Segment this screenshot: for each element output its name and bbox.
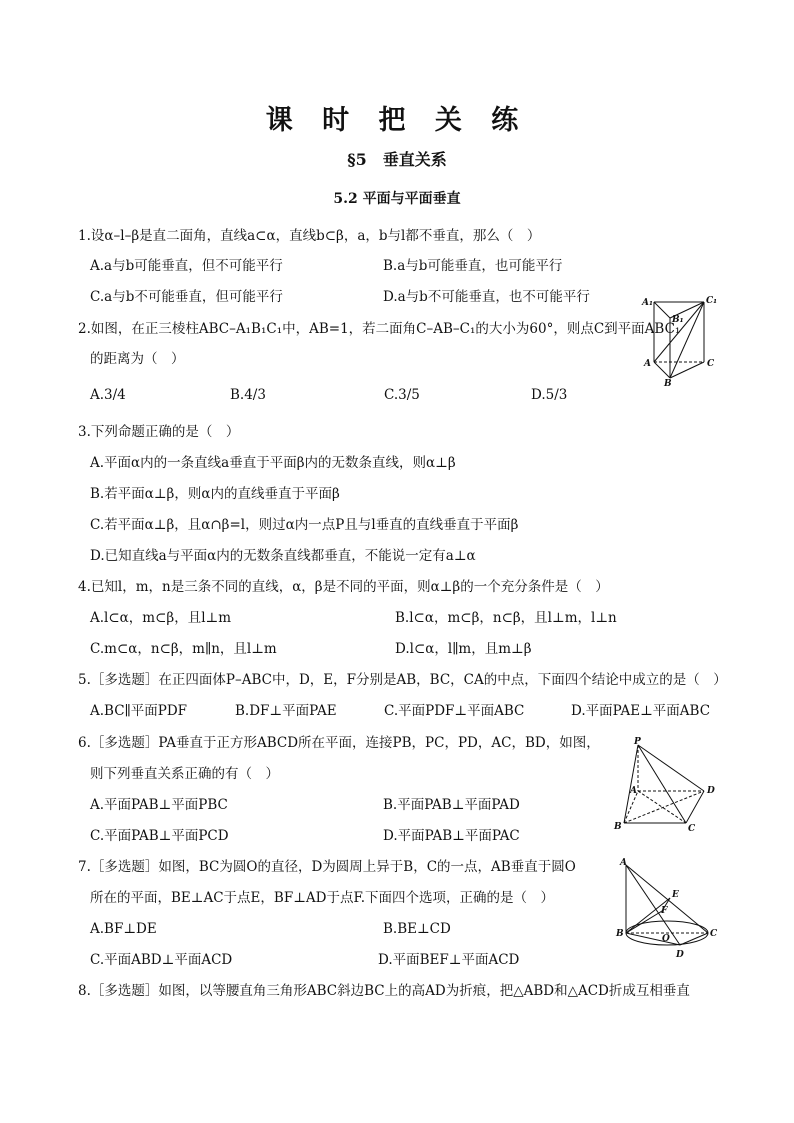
cone-label-a: A <box>620 858 627 868</box>
pyramid-label-a: A <box>630 786 637 796</box>
pyramid-label-p: P <box>634 737 641 747</box>
cone-label-e: E <box>672 890 679 900</box>
question-3-option-d: D.已知直线a与平面α内的无数条直线都垂直，不能说一定有a⊥α <box>90 548 476 564</box>
prism-label-c1: C₁ <box>706 296 718 306</box>
cone-label-f: F <box>661 906 668 916</box>
prism-label-c: C <box>707 359 715 369</box>
question-2-option-d: D.5/3 <box>531 387 568 403</box>
question-4-option-b: B.l⊂α，m⊂β，n⊂β，且l⊥m，l⊥n <box>395 610 617 626</box>
prism-label-b1: B₁ <box>672 315 684 325</box>
pyramid-label-d: D <box>707 786 715 796</box>
question-2-option-a: A.3/4 <box>90 387 126 403</box>
question-7-option-d: D.平面BEF⊥平面ACD <box>378 952 520 968</box>
prism-label-a1: A₁ <box>642 298 653 308</box>
prism-label-a: A <box>644 359 651 369</box>
question-6-option-b: B.平面PAB⊥平面PAD <box>383 797 520 813</box>
question-6-stem: 6.［多选题］PA垂直于正方形ABCD所在平面，连接PB，PC，PD，AC，BD，如图， <box>78 735 600 751</box>
question-6-stem-continued: 则下列垂直关系正确的有（ ） <box>90 766 279 782</box>
prism-label-b: B <box>664 379 672 386</box>
cone-label-d: D <box>676 950 684 960</box>
question-1-option-d: D.a与b不可能垂直，也不可能平行 <box>383 289 590 305</box>
cone-label-b: B <box>616 929 624 939</box>
question-4-stem: 4.已知l，m，n是三条不同的直线，α，β是不同的平面，则α⊥β的一个充分条件是（ ） <box>78 579 609 595</box>
question-5-option-b: B.DF⊥平面PAE <box>235 703 337 719</box>
question-6-option-a: A.平面PAB⊥平面PBC <box>90 797 228 813</box>
pyramid-label-c: C <box>688 824 696 834</box>
question-2-option-c: C.3/5 <box>384 387 420 403</box>
question-7-stem-continued: 所在的平面，BE⊥AC于点E，BF⊥AD于点F.下面四个选项，正确的是（ ） <box>90 890 555 906</box>
question-3-option-b: B.若平面α⊥β，则α内的直线垂直于平面β <box>90 486 340 502</box>
question-5-option-a: A.BC∥平面PDF <box>90 703 188 719</box>
question-5-option-c: C.平面PDF⊥平面ABC <box>384 703 525 719</box>
question-6-option-c: C.平面PAB⊥平面PCD <box>90 828 229 844</box>
question-7-option-a: A.BF⊥DE <box>90 921 157 937</box>
question-3-option-c: C.若平面α⊥β，且α∩β=l，则过α内一点P且与l垂直的直线垂直于平面β <box>90 517 519 533</box>
pyramid-figure <box>610 735 720 835</box>
question-5-stem: 5.［多选题］在正四面体P–ABC中，D，E，F分别是AB，BC，CA的中点，下面四个结论中成立的是（ ） <box>78 672 727 688</box>
question-3-stem: 3.下列命题正确的是（ ） <box>78 424 240 440</box>
question-2-option-b: B.4/3 <box>230 387 266 403</box>
question-1-stem: 1.设α–l–β是直二面角，直线a⊂α，直线b⊂β，a，b与l都不垂直，那么（ ） <box>78 228 541 244</box>
question-1-option-b: B.a与b可能垂直，也可能平行 <box>383 258 563 274</box>
question-7-option-b: B.BE⊥CD <box>383 921 451 937</box>
question-5-option-d: D.平面PAE⊥平面ABC <box>571 703 711 719</box>
page-title: 课 时 把 关 练 <box>265 105 529 136</box>
question-2-stem: 2.如图，在正三棱柱ABC–A₁B₁C₁中，AB=1，若二面角C–AB–C₁的大小为60°，则点C到平面ABC₁ <box>78 321 681 337</box>
cone-label-o: O <box>662 934 670 944</box>
cone-figure <box>612 855 722 965</box>
subsection-heading: 5.2 平面与平面垂直 <box>333 191 461 207</box>
section-heading: §5 垂直关系 <box>347 150 447 169</box>
question-7-option-c: C.平面ABD⊥平面ACD <box>90 952 233 968</box>
question-6-option-d: D.平面PAB⊥平面PAC <box>383 828 520 844</box>
question-4-option-a: A.l⊂α，m⊂β，且l⊥m <box>90 610 232 626</box>
pyramid-label-b: B <box>614 822 622 832</box>
question-4-option-d: D.l⊂α，l∥m，且m⊥β <box>395 641 532 657</box>
prism-figure <box>640 290 720 386</box>
question-4-option-c: C.m⊂α，n⊂β，m∥n，且l⊥m <box>90 641 277 657</box>
question-7-stem: 7.［多选题］如图，BC为圆O的直径，D为圆周上异于B，C的一点，AB垂直于圆O <box>78 859 576 875</box>
cone-label-c: C <box>710 929 718 939</box>
question-2-stem-continued: 的距离为（ ） <box>90 351 185 367</box>
question-1-option-c: C.a与b不可能垂直，但可能平行 <box>90 289 283 305</box>
question-1-option-a: A.a与b可能垂直，但不可能平行 <box>90 258 283 274</box>
question-8-stem: 8.［多选题］如图，以等腰直角三角形ABC斜边BC上的高AD为折痕，把△ABD和△ACD折成互相垂直 <box>78 983 690 999</box>
question-3-option-a: A.平面α内的一条直线a垂直于平面β内的无数条直线，则α⊥β <box>90 455 456 471</box>
